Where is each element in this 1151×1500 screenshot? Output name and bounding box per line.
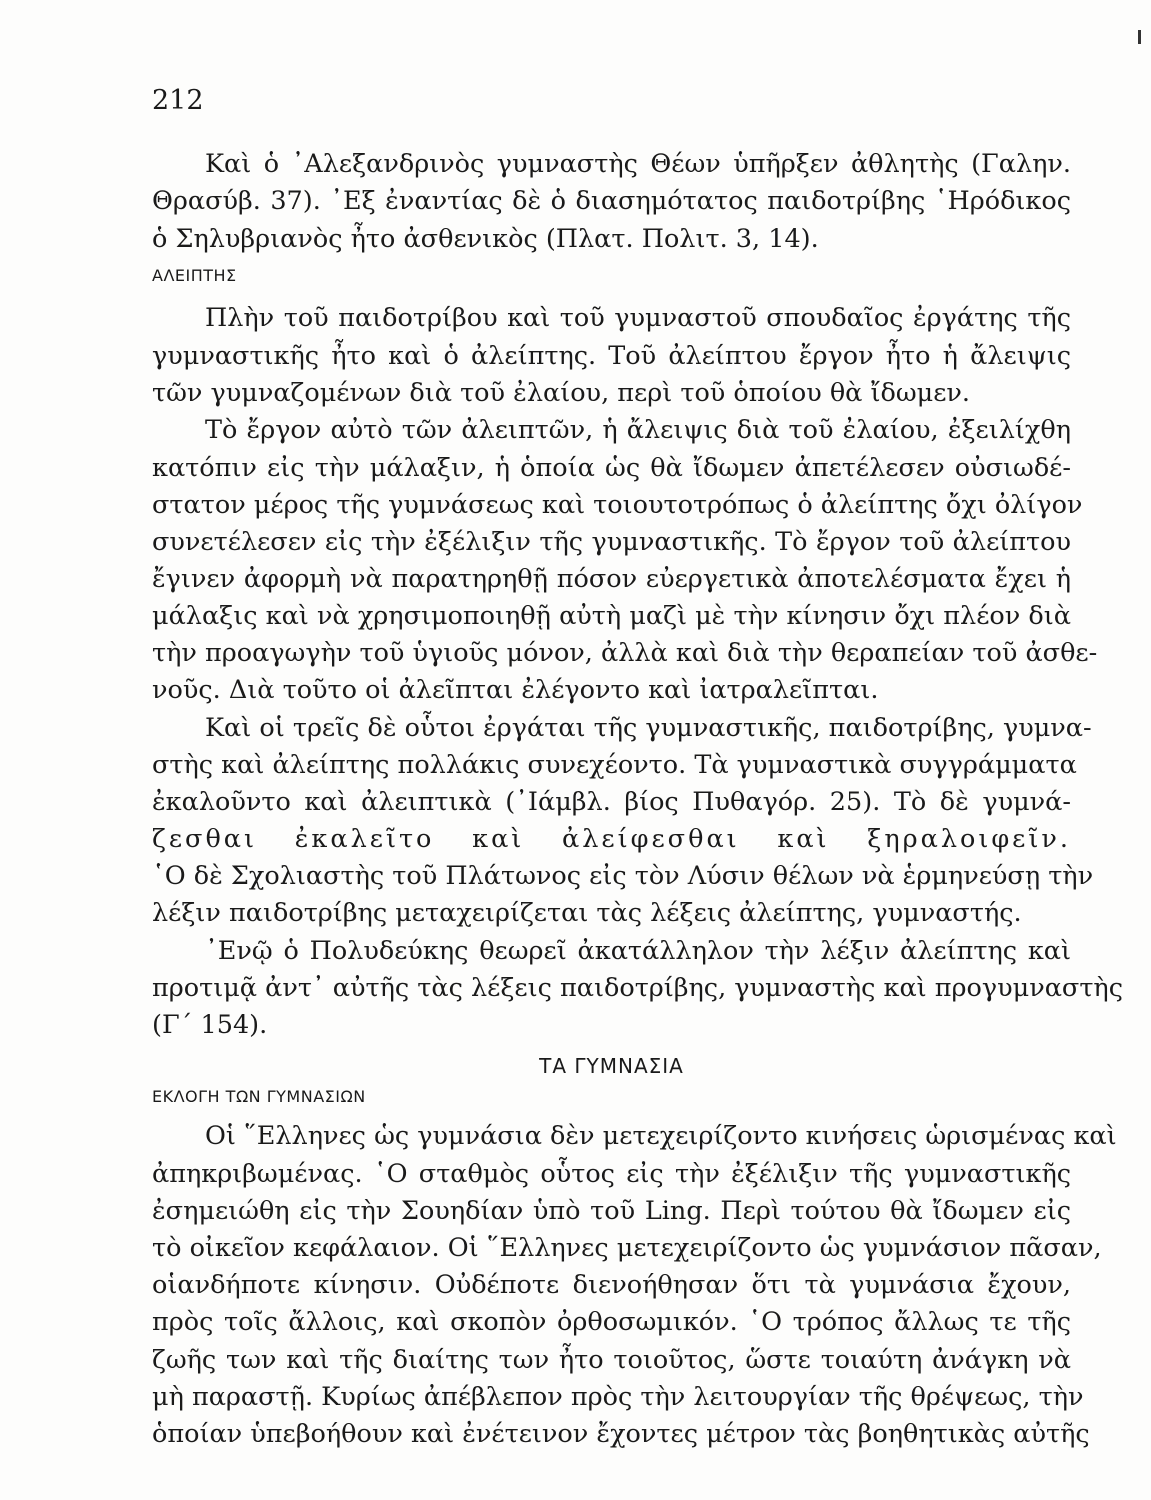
text-line: ὁ Σηλυβριανὸς ἦτο ἀσθενικὸς (Πλατ. Πολιτ. 3, 14). xyxy=(152,224,819,254)
text-line: μάλαξις καὶ νὰ χρησιμοποιηθῇ αὐτὴ μαζὶ μὲ τὴν κίνησιν ὄχι πλέον διὰ xyxy=(152,601,1071,631)
text-line: Τὸ ἔργον αὐτὸ τῶν ἀλειπτῶν, ἡ ἄλειψις διὰ τοῦ ἐλαίου, ἐξειλίχθη xyxy=(205,415,1071,445)
text-line: (Γ΄ 154). xyxy=(152,1010,268,1040)
text-line: τὸ οἰκεῖον κεφάλαιον. Οἱ ῞Ελληνες μετεχειρίζοντο ὡς γυμνάσιον πᾶσαν, xyxy=(152,1233,1102,1263)
text-line: συνετέλεσεν εἰς τὴν ἐξέλιξιν τῆς γυμναστικῆς. Τὸ ἔργον τοῦ ἀλείπτου xyxy=(152,527,1071,557)
text-line: προτιμᾷ ἀντ᾿ αὐτῆς τὰς λέξεις παιδοτρίβης, γυμναστὴς καὶ προγυμναστὴς xyxy=(152,973,1123,1003)
text-line: γυμναστικῆς ἦτο καὶ ὁ ἀλείπτης. Τοῦ ἀλείπτου ἔργον ἦτο ἡ ἄλειψις xyxy=(152,341,1071,371)
section-heading-aleiptis: ΑΛΕΙΠΤΗΣ xyxy=(152,266,237,285)
text-line: ἐσημειώθη εἰς τὴν Σουηδίαν ὑπὸ τοῦ Ling. Περὶ τούτου θὰ ἴδωμεν εἰς xyxy=(152,1196,1071,1226)
text-line: Θρασύβ. 37). ᾿Εξ ἐναντίας δὲ ὁ διασημότατος παιδοτρίβης ῾Ηρόδικος xyxy=(152,186,1071,216)
text-line: νοῦς. Διὰ τοῦτο οἱ ἀλεῖπται ἐλέγοντο καὶ ἰατραλεῖπται. xyxy=(152,675,879,705)
text-line: ἐκαλοῦντο καὶ ἀλειπτικὰ (᾿Ιάμβλ. βίος Πυθαγόρ. 25). Τὸ δὲ γυμνά- xyxy=(152,787,1071,817)
text-line: Καὶ οἱ τρεῖς δὲ οὗτοι ἐργάται τῆς γυμναστικῆς, παιδοτρίβης, γυμνα- xyxy=(205,713,1092,743)
section-heading-ekloge: ΕΚΛΟΓΗ ΤΩΝ ΓΥΜΝΑΣΙΩΝ xyxy=(152,1087,366,1106)
text-line: Οἱ ῞Ελληνες ὡς γυμνάσια δὲν μετεχειρίζοντο κινήσεις ὡρισμένας καὶ xyxy=(205,1121,1117,1151)
text-line: κατόπιν εἰς τὴν μάλαξιν, ἡ ὁποία ὡς θὰ ἴδωμεν ἀπετέλεσεν οὐσιωδέ- xyxy=(152,453,1071,483)
text-line: πρὸς τοῖς ἄλλοις, καὶ σκοπὸν ὀρθοσωμικόν. ῾Ο τρόπος ἄλλως τε τῆς xyxy=(152,1307,1071,1337)
text-line: Καὶ ὁ ᾿Αλεξανδρινὸς γυμναστὴς Θέων ὑπῆρξεν ἀθλητὴς (Γαλην. xyxy=(205,149,1071,179)
text-line: ὁποίαν ὑπεβοήθουν καὶ ἐνέτεινον ἔχοντες μέτρον τὰς βοηθητικὰς αὐτῆς xyxy=(152,1419,1090,1449)
text-line: ᾿Ενῷ ὁ Πολυδεύκης θεωρεῖ ἀκατάλληλον τὴν λέξιν ἀλείπτης καὶ xyxy=(205,936,1071,966)
text-line: ἀπηκριβωμένας. ῾Ο σταθμὸς οὗτος εἰς τὴν ἐξέλιξιν τῆς γυμναστικῆς xyxy=(152,1159,1071,1189)
text-line: λέξιν παιδοτρίβης μεταχειρίζεται τὰς λέξεις ἀλείπτης, γυμναστής. xyxy=(152,898,1022,928)
text-line: ῾Ο δὲ Σχολιαστὴς τοῦ Πλάτωνος εἰς τὸν Λύσιν θέλων νὰ ἑρμηνεύσῃ τὴν xyxy=(152,861,1094,891)
text-line: στατον μέρος τῆς γυμνάσεως καὶ τοιουτοτρόπως ὁ ἀλείπτης ὄχι ὀλίγον xyxy=(152,490,1083,520)
text-line: Πλὴν τοῦ παιδοτρίβου καὶ τοῦ γυμναστοῦ σπουδαῖος ἐργάτης τῆς xyxy=(205,303,1071,333)
text-line: μὴ παραστῇ. Κυρίως ἀπέβλεπον πρὸς τὴν λειτουργίαν τῆς θρέψεως, τὴν xyxy=(152,1382,1084,1412)
page-number: 212 xyxy=(152,85,204,116)
text-line: τὴν προαγωγὴν τοῦ ὑγιοῦς μόνον, ἀλλὰ καὶ διὰ τὴν θεραπείαν τοῦ ἀσθε- xyxy=(152,638,1098,668)
text-line: οἱανδήποτε κίνησιν. Οὐδέποτε διενοήθησαν ὅτι τὰ γυμνάσια ἔχουν, xyxy=(152,1270,1071,1300)
text-line: στὴς καὶ ἀλείπτης πολλάκις συνεχέοντο. Τὰ γυμναστικὰ συγγράμματα xyxy=(152,750,1077,780)
text-line: ζωῆς των καὶ τῆς διαίτης των ἦτο τοιοῦτος, ὥστε τοιαύτη ἀνάγκη νὰ xyxy=(152,1345,1071,1375)
text-line: ζεσθαι ἐκαλεῖτο καὶ ἀλείφεσθαι καὶ ξηραλοιφεῖν. xyxy=(152,824,1071,854)
text-line: ἔγινεν ἀφορμὴ νὰ παρατηρηθῇ πόσον εὐεργετικὰ ἀποτελέσματα ἔχει ἡ xyxy=(152,564,1071,594)
chapter-heading-gymnasia: ΤΑ ΓΥΜΝΑΣΙΑ xyxy=(539,1054,684,1078)
text-line: τῶν γυμναζομένων διὰ τοῦ ἐλαίου, περὶ τοῦ ὁποίου θὰ ἴδωμεν. xyxy=(152,378,971,408)
scan-mark xyxy=(1138,30,1141,44)
